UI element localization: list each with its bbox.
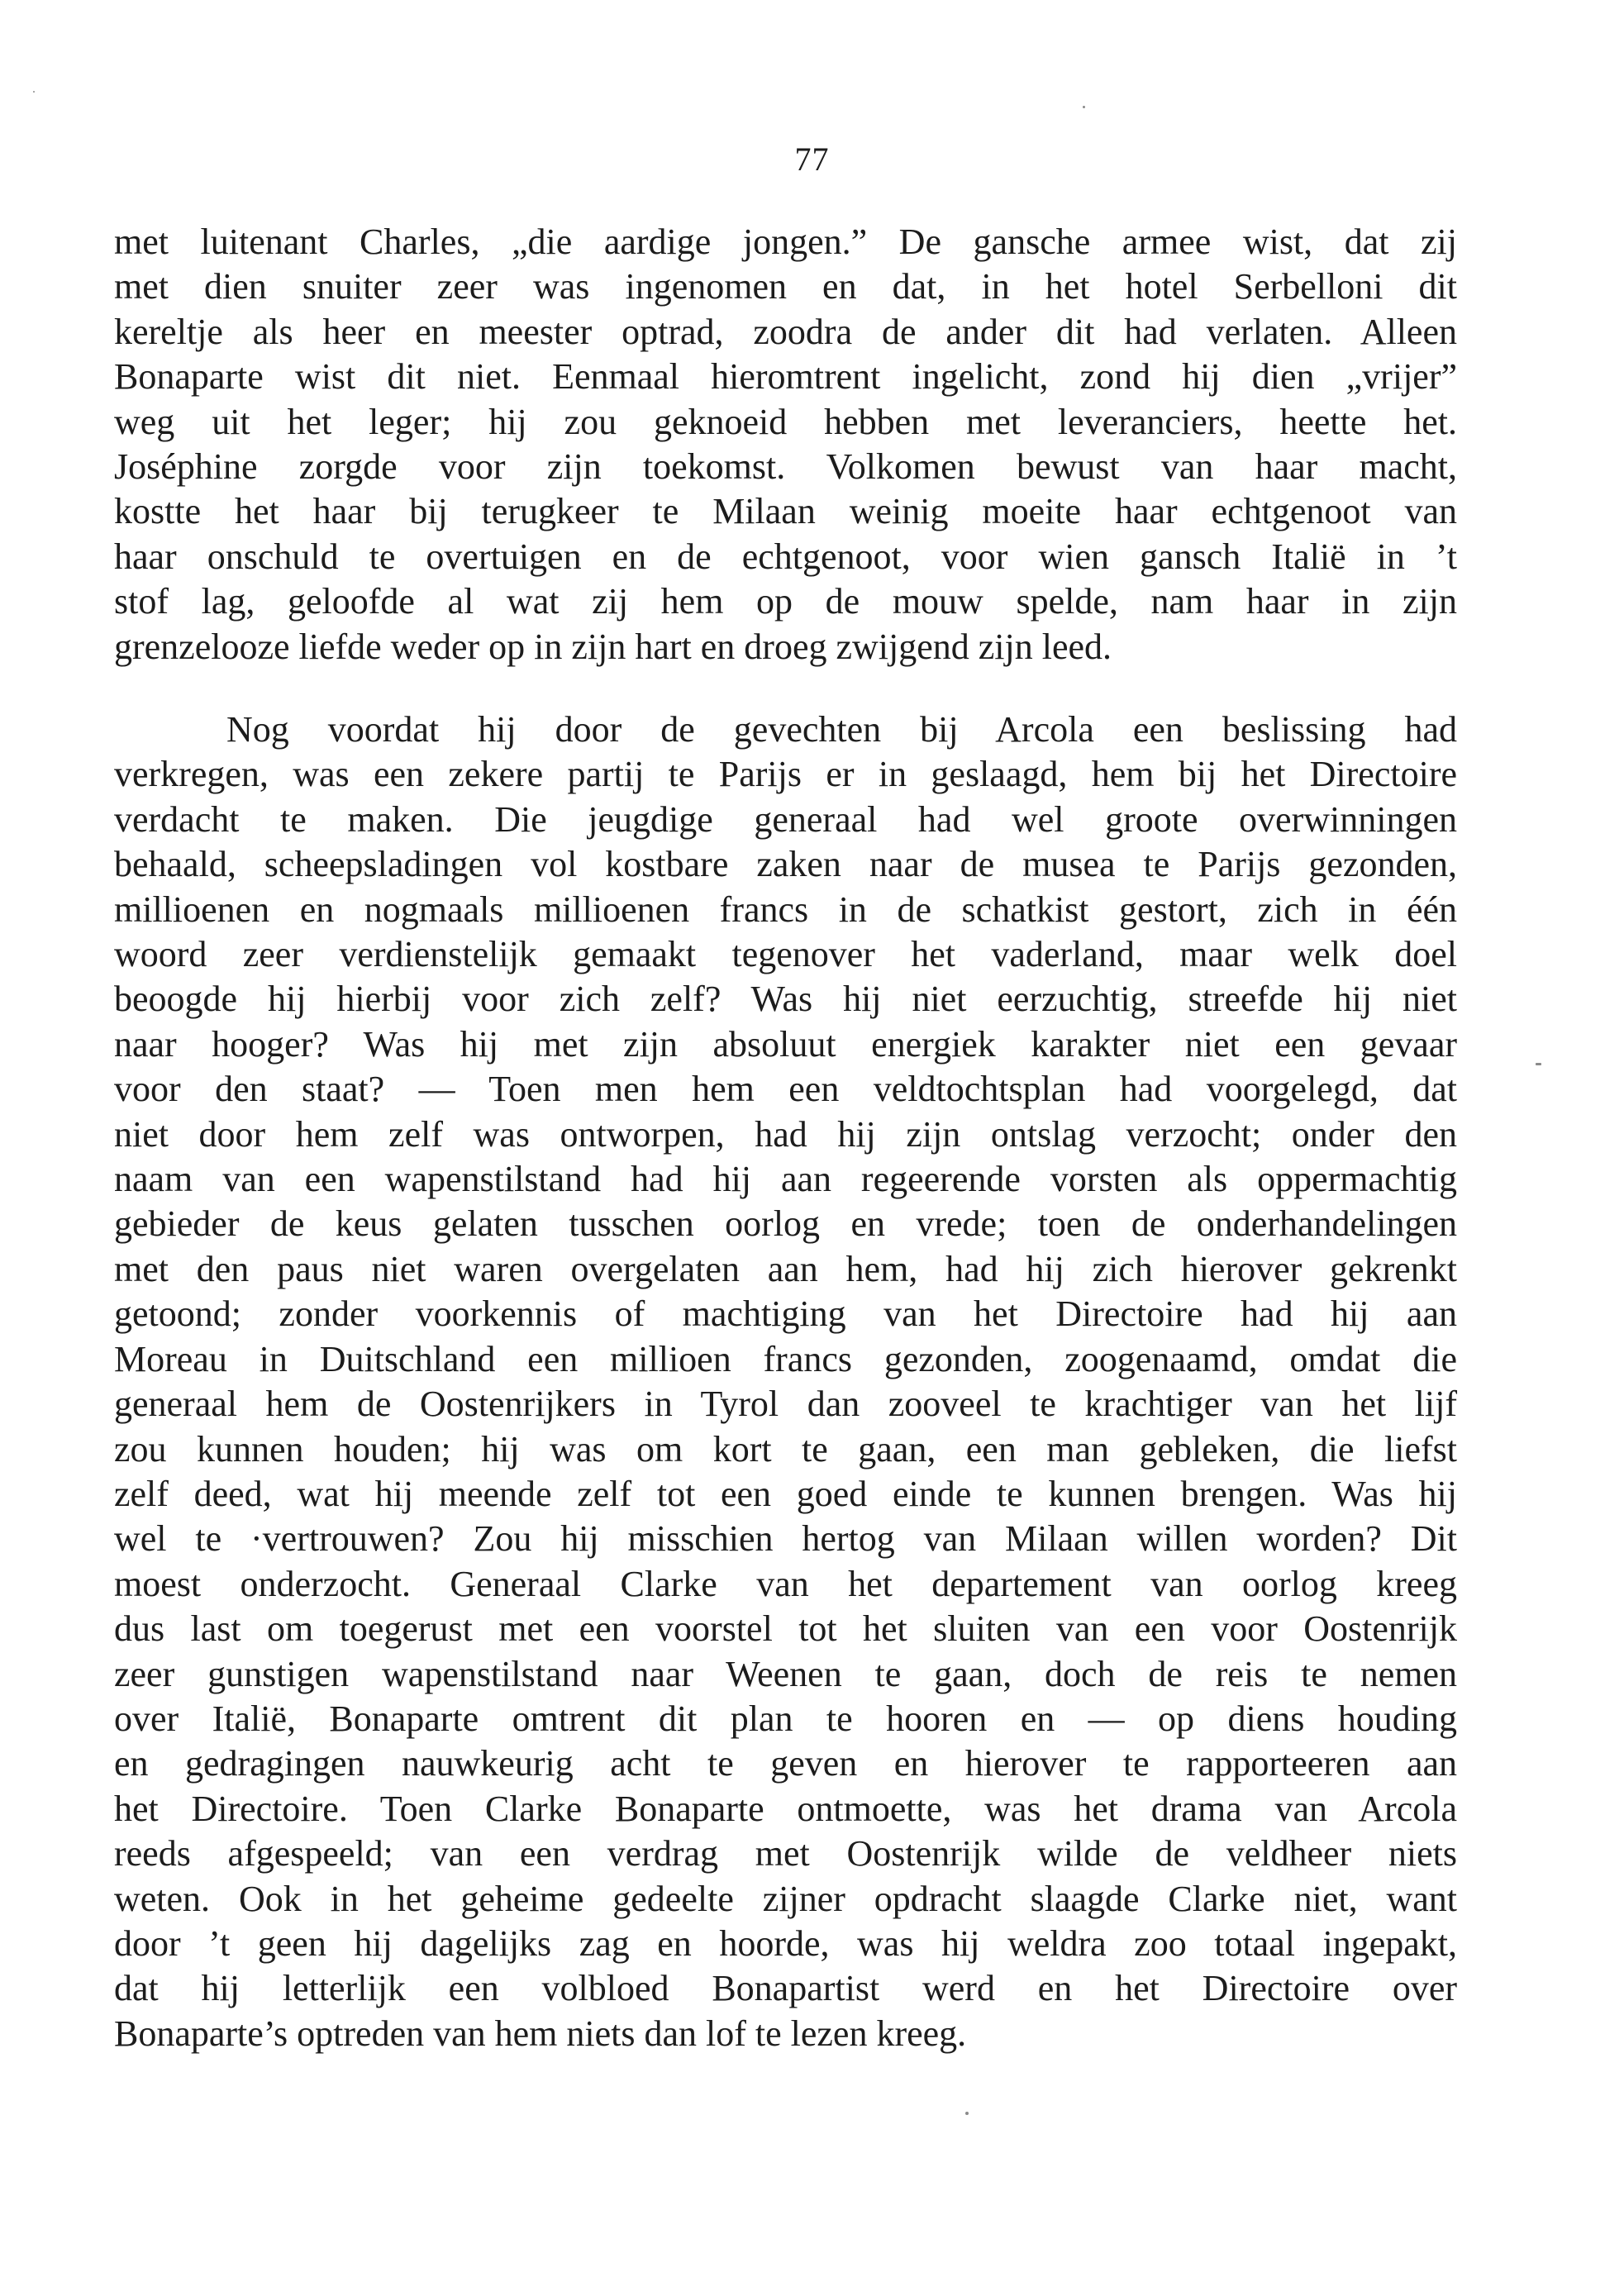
text-line: voor den staat? — Toen men hem een veldtochtsplan had voorgelegd, dat bbox=[114, 1069, 1457, 1110]
text-line: dus last om toegerust met een voorstel tot het sluiten van een voor Oostenrijk bbox=[114, 1608, 1457, 1650]
text-line: niet door hem zelf was ontworpen, had hij zijn ontslag verzocht; onder den bbox=[114, 1113, 1457, 1155]
text-line: grenzelooze liefde weder op in zijn hart en droeg zwijgend zijn leed. bbox=[114, 626, 1112, 667]
text-line: het Directoire. Toen Clarke Bonaparte ontmoette, was het drama van Arcola bbox=[114, 1788, 1457, 1829]
text-line: naam van een wapenstilstand had hij aan regeerende vorsten als oppermachtig bbox=[114, 1159, 1457, 1200]
text-line: wel te ·vertrouwen? Zou hij misschien hertog van Milaan willen worden? Dit bbox=[114, 1518, 1457, 1560]
text-line: verkregen, was een zekere partij te Parijs er in geslaagd, hem bij het Directoire bbox=[114, 754, 1457, 795]
text-line: dat hij letterlijk een volbloed Bonapartist werd en het Directoire over bbox=[114, 1968, 1457, 2009]
text-line: zelf deed, wat hij meende zelf tot een goed einde te kunnen brengen. Was hij bbox=[114, 1473, 1457, 1514]
text-line: over Italië, Bonaparte omtrent dit plan te hooren en — op diens houding bbox=[114, 1698, 1457, 1739]
page-number: 77 bbox=[794, 141, 830, 178]
text-line: en gedragingen nauwkeurig acht te geven en hierover te rapporteeren aan bbox=[114, 1743, 1457, 1784]
text-line: met dien snuiter zeer was ingenomen en dat, in het hotel Serbelloni dit bbox=[114, 266, 1457, 307]
text-line: verdacht te maken. Die jeugdige generaal had wel groote overwinningen bbox=[114, 798, 1457, 840]
text-line: kostte het haar bij terugkeer te Milaan weinig moeite haar echtgenoot van bbox=[114, 491, 1457, 532]
text-line: Moreau in Duitschland een millioen francs gezonden, zoogenaamd, omdat die bbox=[114, 1338, 1457, 1379]
text-line: stof lag, geloofde al wat zij hem op de mouw spelde, nam haar in zijn bbox=[114, 581, 1457, 622]
text-line: zeer gunstigen wapenstilstand naar Weenen te gaan, doch de reis te nemen bbox=[114, 1653, 1457, 1694]
text-line: Bonaparte’s optreden van hem niets dan lof te lezen kreeg. bbox=[114, 2013, 967, 2054]
text-line: Joséphine zorgde voor zijn toekomst. Volkomen bewust van haar macht, bbox=[114, 446, 1457, 488]
text-line: met den paus niet waren overgelaten aan hem, had hij zich hierover gekrenkt bbox=[114, 1248, 1457, 1289]
text-line: weg uit het leger; hij zou geknoeid hebben met leveranciers, heette het. bbox=[114, 401, 1457, 442]
text-line: naar hooger? Was hij met zijn absoluut energiek karakter niet een gevaar bbox=[114, 1023, 1457, 1065]
text-line: gebieder de keus gelaten tusschen oorlog en vrede; toen de onderhandelingen bbox=[114, 1203, 1457, 1245]
text-line: woord zeer verdienstelijk gemaakt tegenover het vaderland, maar welk doel bbox=[114, 934, 1457, 975]
text-line: reeds afgespeeld; van een verdrag met Oostenrijk wilde de veldheer niets bbox=[114, 1833, 1457, 1874]
text-line: behaald, scheepsladingen vol kostbare zaken naar de musea te Parijs gezonden, bbox=[114, 844, 1457, 885]
paragraph-1 bbox=[114, 220, 1457, 669]
text-line: door ’t geen hij dagelijks zag en hoorde, was hij weldra zoo totaal ingepakt, bbox=[114, 1922, 1457, 1964]
text-line: Nog voordat hij door de gevechten bij Arcola een beslissing had bbox=[226, 709, 1457, 750]
paragraph-2 bbox=[114, 707, 1457, 2056]
text-line: zou kunnen houden; hij was om kort te gaan, een man gebleken, die liefst bbox=[114, 1428, 1457, 1470]
text-line: millioenen en nogmaals millioenen francs in de schatkist gestort, zich in één bbox=[114, 888, 1457, 930]
text-line: kereltje als heer en meester optrad, zoodra de ander dit had verlaten. Alleen bbox=[114, 311, 1457, 352]
text-line: beoogde hij hierbij voor zich zelf? Was hij niet eerzuchtig, streefde hij niet bbox=[114, 979, 1457, 1020]
text-line: haar onschuld te overtuigen en de echtgenoot, voor wien gansch Italië in ’t bbox=[114, 536, 1457, 577]
text-line: moest onderzocht. Generaal Clarke van het departement van oorlog kreeg bbox=[114, 1563, 1457, 1604]
scan-speck bbox=[33, 91, 35, 93]
text-line: Bonaparte wist dit niet. Eenmaal hieromtrent ingelicht, zond hij dien „vrijer” bbox=[114, 356, 1457, 398]
scan-speck bbox=[965, 2112, 969, 2115]
text-line: weten. Ook in het geheime gedeelte zijner opdracht slaagde Clarke niet, want bbox=[114, 1878, 1457, 1919]
text-line: getoond; zonder voorkennis of machtiging van het Directoire had hij aan bbox=[114, 1293, 1457, 1335]
text-line: generaal hem de Oostenrijkers in Tyrol dan zooveel te krachtiger van het lijf bbox=[114, 1384, 1457, 1425]
text-line: met luitenant Charles, „die aardige jongen.” De gansche armee wist, dat zij bbox=[114, 222, 1457, 262]
scan-speck bbox=[1536, 1063, 1541, 1065]
scan-speck bbox=[1083, 106, 1085, 108]
